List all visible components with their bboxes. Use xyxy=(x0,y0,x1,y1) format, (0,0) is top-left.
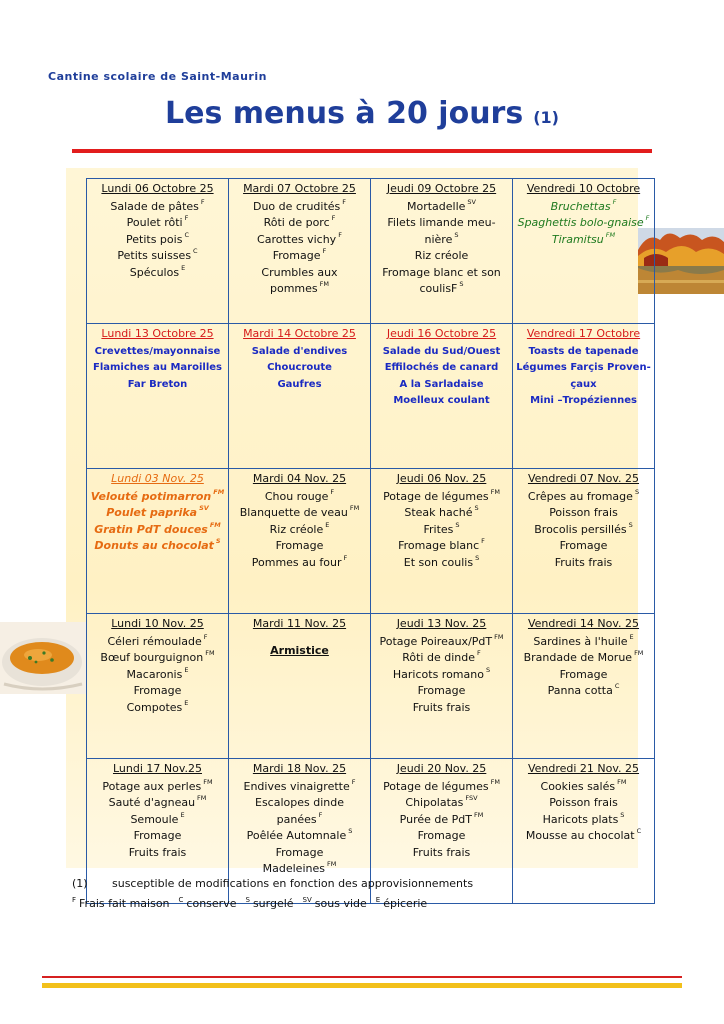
day-heading: Mardi 18 Nov. 25 xyxy=(252,762,347,775)
menu-item-name: Fromage blanc xyxy=(398,539,480,552)
menu-item xyxy=(89,489,226,506)
menu-item xyxy=(373,779,510,796)
menu-item-name: Salade de pâtes xyxy=(110,199,199,213)
menu-item-name: Duo de crudités xyxy=(252,199,341,213)
menu-item xyxy=(89,779,226,796)
footnote-number: (1) xyxy=(72,877,88,890)
menu-item xyxy=(231,199,368,216)
menu-item xyxy=(515,650,652,667)
menu-item xyxy=(231,489,368,506)
legend xyxy=(72,892,473,912)
menu-item xyxy=(89,667,226,684)
day-heading: Vendredi 14 Nov. 25 xyxy=(527,617,640,630)
menu-item xyxy=(515,795,652,812)
legend-label: surgelé xyxy=(252,896,294,910)
menu-item xyxy=(373,215,510,248)
week-row xyxy=(87,614,655,759)
menu-item-name: Poulet paprika xyxy=(106,506,198,519)
origin-tag: S xyxy=(475,553,480,562)
origin-tag: F xyxy=(200,197,205,206)
menu-item-name: Panna cotta xyxy=(547,684,613,697)
origin-tag: F xyxy=(184,214,189,222)
menu-item-name: Choucroute xyxy=(267,362,332,373)
menu-item-name: Potage aux perles xyxy=(102,779,202,793)
menu-item xyxy=(373,489,510,506)
origin-tag: S xyxy=(348,827,353,835)
menu-item xyxy=(231,828,368,845)
legend-symbol: S xyxy=(245,896,250,904)
menu-item xyxy=(373,795,510,812)
menu-item-name: Riz créole xyxy=(269,522,324,536)
legend-symbol: C xyxy=(178,896,184,904)
day-heading: Lundi 03 Nov. 25 xyxy=(111,472,204,485)
menu-item-name: Compotes xyxy=(126,700,183,714)
menu-item-name: Cookies salés xyxy=(540,779,616,793)
day-heading: Vendredi 10 Octobre xyxy=(526,182,641,195)
menu-item-name: Mortadelle xyxy=(406,199,466,213)
menu-item-name: Brocolis persillés xyxy=(534,522,627,536)
menu-item xyxy=(89,538,226,555)
day-heading: Lundi 06 Octobre 25 xyxy=(101,182,214,195)
menu-item xyxy=(373,828,510,845)
menu-item-name: Fromage xyxy=(133,684,182,697)
menu-item xyxy=(373,505,510,522)
week-row xyxy=(87,469,655,614)
menu-item-name: Mini –Tropéziennes xyxy=(530,395,637,406)
menu-item-name: Filets limande meu-nière xyxy=(387,216,496,246)
origin-tag: FM xyxy=(203,777,213,786)
menu-item xyxy=(373,377,510,394)
menu-item xyxy=(89,795,226,812)
day-heading: Jeudi 09 Octobre 25 xyxy=(386,182,497,195)
menu-item xyxy=(89,505,226,522)
menu-item-name: Fromage xyxy=(417,684,466,697)
origin-tag: S xyxy=(454,230,459,239)
day-menu-cell xyxy=(87,324,229,469)
menu-item-name: Poisson frais xyxy=(549,796,618,809)
origin-tag: S xyxy=(455,520,460,529)
menu-item-name: Crêpes au fromage xyxy=(527,489,633,503)
menu-item xyxy=(515,634,652,651)
origin-tag: F xyxy=(481,537,485,545)
menu-item-name: Carottes vichy xyxy=(257,232,337,246)
legend-symbol: SV xyxy=(302,896,312,904)
menu-item xyxy=(89,650,226,667)
bottom-rule-red xyxy=(42,976,682,978)
day-menu-cell xyxy=(513,179,655,324)
menu-item-name: Rôti de dinde xyxy=(402,651,475,664)
menu-item-name: Armistice xyxy=(270,643,329,657)
origin-tag: FM xyxy=(326,860,337,868)
menu-item xyxy=(89,634,226,651)
origin-tag: E xyxy=(184,665,189,674)
menu-item xyxy=(373,634,510,651)
day-menu-cell xyxy=(229,179,371,324)
menu-item-name: Spaghettis bolo-gnaise xyxy=(517,216,644,229)
menu-item xyxy=(89,377,226,394)
menu-item xyxy=(373,248,510,265)
menu-item xyxy=(515,828,652,845)
menu-item xyxy=(373,522,510,539)
menu-item-name: Fromage xyxy=(559,667,608,681)
origin-tag: C xyxy=(636,827,642,835)
menu-item-name: Macaronis xyxy=(126,667,183,681)
origin-tag: S xyxy=(634,487,640,496)
menu-item-name: A la Sarladaise xyxy=(399,378,484,390)
origin-tag: F xyxy=(351,777,356,786)
menu-item xyxy=(373,650,510,667)
menu-item xyxy=(515,683,652,700)
day-menu-cell xyxy=(371,179,513,324)
menu-item-name: Madeleines xyxy=(262,862,325,875)
menu-item-name: Chipolatas xyxy=(405,796,464,809)
origin-tag: FM xyxy=(349,504,360,512)
origin-tag: S xyxy=(620,810,625,819)
menu-item xyxy=(373,812,510,829)
day-heading: Mardi 07 Octobre 25 xyxy=(243,182,356,195)
origin-tag: S xyxy=(474,504,479,512)
menu-item-name: Blanquette de veau xyxy=(239,506,348,519)
origin-tag: SV xyxy=(199,504,209,512)
origin-tag: FM xyxy=(605,230,616,239)
legend-symbol: F xyxy=(72,896,77,904)
origin-tag: S xyxy=(628,520,633,529)
menu-item-name: Salade d'endives xyxy=(251,345,348,357)
day-menu-cell xyxy=(371,469,513,614)
origin-tag: F xyxy=(477,649,481,657)
origin-tag: F xyxy=(203,632,208,641)
menu-item xyxy=(89,265,226,282)
menu-item xyxy=(89,683,226,700)
menu-item xyxy=(231,845,368,862)
menu-item xyxy=(515,344,652,361)
menu-item xyxy=(231,538,368,555)
footnote-approvisionnement xyxy=(72,876,473,892)
origin-tag: FM xyxy=(473,810,484,819)
origin-tag: S xyxy=(459,280,464,288)
menu-item xyxy=(231,215,368,232)
menu-item-name: Fruits frais xyxy=(128,845,187,859)
menu-item xyxy=(231,265,368,298)
menu-item xyxy=(89,360,226,377)
menu-item-name: Spéculos xyxy=(129,265,180,279)
origin-tag: F xyxy=(343,553,348,562)
menu-item-name: Frites xyxy=(423,522,454,536)
menu-item-name: Gratin PdT douces xyxy=(94,522,208,536)
day-heading: Vendredi 17 Octobre xyxy=(526,327,641,340)
menu-item-name: Riz créole xyxy=(414,249,469,262)
title-text: Les menus à 20 jours xyxy=(165,96,524,131)
origin-tag: F xyxy=(322,247,327,255)
origin-tag: FM xyxy=(213,487,225,496)
menu-item-name: Légumes Farçis Proven-çaux xyxy=(516,362,651,390)
menu-item-name: Donuts au chocolat xyxy=(94,539,214,552)
origin-tag: FSV xyxy=(465,794,478,802)
menu-item-name: Céleri rémoulade xyxy=(107,634,202,648)
day-menu-cell xyxy=(87,469,229,614)
menu-item-name: Poulet rôti xyxy=(126,216,183,229)
origin-tag: E xyxy=(184,698,189,707)
menu-item xyxy=(231,779,368,796)
origin-tag: FM xyxy=(634,649,644,657)
week-row xyxy=(87,324,655,469)
origin-tag: F xyxy=(645,214,650,222)
menu-item-name: Far Breton xyxy=(127,378,188,390)
menu-item-name: Rôti de porc xyxy=(263,216,330,229)
title-note: (1) xyxy=(533,108,559,127)
menu-item-name: Bœuf bourguignon xyxy=(100,651,204,664)
day-heading: Vendredi 21 Nov. 25 xyxy=(527,762,640,775)
menu-item xyxy=(373,683,510,700)
menu-item xyxy=(231,505,368,522)
page-title xyxy=(0,96,724,131)
bottom-rule-yellow xyxy=(42,983,682,988)
menu-item-name: Potage de légumes xyxy=(383,779,489,793)
menu-item-name: Fromage xyxy=(133,829,182,842)
origin-tag: F xyxy=(330,487,335,496)
day-heading: Lundi 13 Octobre 25 xyxy=(101,327,214,340)
menu-item xyxy=(89,344,226,361)
menu-item-name: Chou rouge xyxy=(264,489,329,503)
menu-item xyxy=(231,555,368,572)
menu-item-name: Toasts de tapenade xyxy=(528,345,639,357)
day-heading: Mardi 11 Nov. 25 xyxy=(252,617,347,630)
origin-tag: C xyxy=(184,230,189,239)
menu-item-name: Mousse au chocolat xyxy=(525,829,635,842)
origin-tag: E xyxy=(180,810,185,819)
menu-item-name: Crevettes/mayonnaise xyxy=(94,345,221,357)
day-menu-cell xyxy=(229,469,371,614)
legend-label: conserve xyxy=(186,896,237,910)
menu-item-name: Escalopes dinde panées xyxy=(255,796,344,826)
menu-item xyxy=(89,700,226,717)
day-heading: Jeudi 16 Octobre 25 xyxy=(386,327,497,340)
origin-tag: FM xyxy=(205,649,215,657)
menu-item xyxy=(89,812,226,829)
menu-item-name: Fromage blanc et son coulisF xyxy=(382,265,501,295)
origin-tag: FM xyxy=(490,777,500,786)
day-menu-cell xyxy=(513,614,655,759)
menu-item xyxy=(231,795,368,828)
menu-item xyxy=(515,393,652,410)
menu-item xyxy=(231,248,368,265)
menu-item-name: Purée de PdT xyxy=(399,812,472,826)
menu-item-name: Fromage xyxy=(272,249,321,262)
menu-item-name: Haricots plats xyxy=(542,812,619,826)
origin-tag: FM xyxy=(490,487,500,496)
menu-grid xyxy=(86,178,655,904)
footnote-text: susceptible de modifications en fonction des approvisionnements xyxy=(112,877,474,890)
origin-tag: S xyxy=(485,665,491,674)
day-heading: Lundi 17 Nov.25 xyxy=(112,762,202,775)
menu-item xyxy=(515,360,652,393)
menu-item xyxy=(373,538,510,555)
menu-item xyxy=(373,393,510,410)
menu-item xyxy=(89,232,226,249)
menu-item xyxy=(515,522,652,539)
menu-item xyxy=(89,199,226,216)
menu-item-name: Poêlée Automnale xyxy=(246,829,347,842)
menu-item xyxy=(373,360,510,377)
menu-item xyxy=(515,199,652,216)
origin-tag: SV xyxy=(467,197,476,206)
menu-item-name: Tiramitsu xyxy=(551,232,604,246)
menu-item-name: Fruits frais xyxy=(412,700,471,714)
menu-item xyxy=(515,215,652,232)
menu-item xyxy=(373,344,510,361)
menu-item xyxy=(373,700,510,717)
menu-item xyxy=(89,215,226,232)
menu-item-name: Fromage xyxy=(275,539,324,552)
menu-item xyxy=(373,845,510,862)
footnotes xyxy=(72,876,473,912)
origin-tag: FM xyxy=(617,777,627,786)
menu-item-name: Fruits frais xyxy=(412,845,471,859)
legend-label: épicerie xyxy=(383,896,428,910)
origin-tag: FM xyxy=(197,794,207,802)
week-row xyxy=(87,179,655,324)
menu-item xyxy=(89,522,226,539)
menu-item-name: Haricots romano xyxy=(392,667,484,681)
menu-item xyxy=(231,360,368,377)
origin-tag: E xyxy=(181,263,186,272)
menu-item-name: Brandade de Morue xyxy=(523,651,633,664)
menu-item xyxy=(373,265,510,298)
menu-item-name: Sardines à l'huile xyxy=(533,634,628,648)
menu-item xyxy=(515,667,652,684)
day-menu-cell xyxy=(371,614,513,759)
day-menu-cell xyxy=(371,324,513,469)
menu-item xyxy=(231,643,368,660)
menu-item-name: Velouté potimarron xyxy=(90,489,212,503)
menu-item xyxy=(515,505,652,522)
origin-tag: E xyxy=(325,520,330,529)
menu-item-name: Steak haché xyxy=(404,506,473,519)
menu-item-name: Fromage xyxy=(275,845,324,859)
origin-tag: FM xyxy=(494,632,504,641)
menu-item-name: Pommes au four xyxy=(251,555,342,569)
day-heading: Mardi 14 Octobre 25 xyxy=(243,327,356,340)
menu-item xyxy=(515,538,652,555)
menu-item xyxy=(515,555,652,572)
menu-item xyxy=(231,344,368,361)
day-menu-cell xyxy=(513,469,655,614)
soup-bowl-photo xyxy=(0,622,86,694)
menu-item xyxy=(373,555,510,572)
legend-symbol: E xyxy=(375,896,381,904)
organization-name: Cantine scolaire de Saint-Maurin xyxy=(48,70,267,83)
origin-tag: F xyxy=(612,197,617,206)
day-heading: Lundi 10 Nov. 25 xyxy=(111,617,204,630)
menu-item-name: Endives vinaigrette xyxy=(243,779,350,793)
legend-label: Frais fait maison xyxy=(79,896,170,910)
origin-tag: F xyxy=(342,197,347,206)
day-menu-cell xyxy=(229,324,371,469)
origin-tag: F xyxy=(338,230,342,239)
origin-tag: C xyxy=(614,682,620,690)
menu-item xyxy=(515,779,652,796)
menu-item-name: Effilochés de canard xyxy=(384,362,499,373)
menu-item xyxy=(515,489,652,506)
menu-item-name: Fruits frais xyxy=(554,555,613,569)
day-heading: Vendredi 07 Nov. 25 xyxy=(527,472,640,485)
menu-item xyxy=(373,667,510,684)
menu-item-name: Fromage xyxy=(559,539,608,552)
menu-item-name: Petits suisses xyxy=(117,249,192,262)
menu-item xyxy=(231,232,368,249)
day-heading: Jeudi 06 Nov. 25 xyxy=(396,472,487,485)
menu-item-name: Gaufres xyxy=(277,378,322,390)
menu-item-name: Crumbles aux pommes xyxy=(261,265,338,295)
menu-item xyxy=(515,812,652,829)
menu-item-name: Potage de légumes xyxy=(383,489,489,503)
origin-tag: E xyxy=(629,632,634,641)
menu-item xyxy=(89,248,226,265)
menu-item xyxy=(231,377,368,394)
menu-item-name: Poisson frais xyxy=(549,506,618,519)
origin-tag: S xyxy=(215,537,221,545)
origin-tag: F xyxy=(318,810,323,819)
day-menu-cell xyxy=(87,614,229,759)
origin-tag: FM xyxy=(319,280,329,288)
menu-item-name: Sauté d'agneau xyxy=(108,796,196,809)
menu-item-name: Potage Poireaux/PdT xyxy=(379,634,493,648)
menu-item-name: Semoule xyxy=(130,812,179,826)
legend-label: sous vide xyxy=(314,896,367,910)
menu-item xyxy=(231,522,368,539)
day-menu-cell xyxy=(513,759,655,904)
menu-item-name: Et son coulis xyxy=(403,555,474,569)
day-heading: Mardi 04 Nov. 25 xyxy=(252,472,347,485)
top-rule xyxy=(72,149,652,153)
menu-item-name: Moelleux coulant xyxy=(393,395,490,406)
origin-tag: C xyxy=(193,247,198,255)
menu-item xyxy=(89,845,226,862)
origin-tag: FM xyxy=(209,520,221,529)
menu-item xyxy=(89,828,226,845)
menu-item-name: Flamiches au Maroilles xyxy=(93,362,222,373)
menu-item xyxy=(373,199,510,216)
menu-item-name: Fromage xyxy=(417,829,466,842)
day-menu-cell xyxy=(229,614,371,759)
menu-item xyxy=(515,232,652,249)
day-menu-cell xyxy=(87,179,229,324)
menu-item-name: Bruchettas xyxy=(550,199,611,213)
menu-item-name: Petits pois xyxy=(126,232,183,246)
origin-tag: F xyxy=(331,214,336,222)
day-heading: Jeudi 20 Nov. 25 xyxy=(396,762,487,775)
menu-item-name: Salade du Sud/Ouest xyxy=(382,345,501,357)
day-menu-cell xyxy=(513,324,655,469)
day-heading: Jeudi 13 Nov. 25 xyxy=(396,617,487,630)
